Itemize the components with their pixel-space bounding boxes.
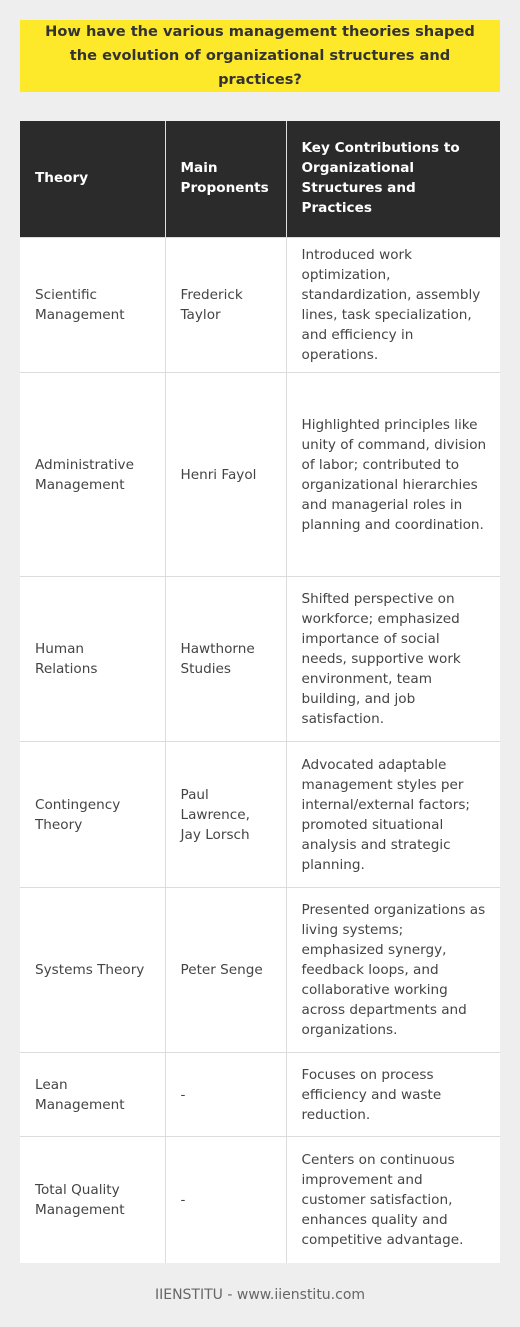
theories-table [20, 121, 500, 1263]
cell-theory: Scientific Management [20, 238, 165, 373]
cell-proponents: Paul Lawrence, Jay Lorsch [165, 742, 286, 888]
cell-contributions: Introduced work optimization, standardization, assembly lines, task specialization, and efficiency in operations. [286, 238, 500, 373]
cell-proponents: Henri Fayol [165, 373, 286, 577]
table-row [20, 742, 500, 888]
table-row [20, 888, 500, 1053]
cell-theory: Systems Theory [20, 888, 165, 1053]
cell-theory: Lean Management [20, 1053, 165, 1137]
theories-table-wrapper [20, 121, 500, 1263]
table-row [20, 577, 500, 742]
table-row [20, 1053, 500, 1137]
table-row [20, 1137, 500, 1263]
cell-proponents: Hawthorne Studies [165, 577, 286, 742]
header-theory: Theory [20, 121, 165, 238]
cell-contributions: Advocated adaptable management styles per internal/external factors; promoted situational analysis and strategic planning. [286, 742, 500, 888]
cell-theory: Total Quality Management [20, 1137, 165, 1263]
cell-proponents: - [165, 1137, 286, 1263]
cell-theory: Contingency Theory [20, 742, 165, 888]
table-row [20, 238, 500, 373]
table-body [20, 238, 500, 1263]
cell-contributions: Presented organizations as living systems; emphasized synergy, feedback loops, and collaborative working across departments and organizations. [286, 888, 500, 1053]
header-main-proponents: Main Proponents [165, 121, 286, 238]
table-row [20, 373, 500, 577]
cell-theory: Administrative Management [20, 373, 165, 577]
header-row [20, 121, 500, 238]
cell-proponents: Peter Senge [165, 888, 286, 1053]
cell-theory: Human Relations [20, 577, 165, 742]
cell-proponents: Frederick Taylor [165, 238, 286, 373]
cell-proponents: - [165, 1053, 286, 1137]
cell-contributions: Centers on continuous improvement and customer satisfaction, enhances quality and competitive advantage. [286, 1137, 500, 1263]
cell-contributions: Shifted perspective on workforce; emphasized importance of social needs, supportive work environment, team building, and job satisfaction. [286, 577, 500, 742]
cell-contributions: Highlighted principles like unity of command, division of labor; contributed to organizational hierarchies and managerial roles in planning and coordination. [286, 373, 500, 577]
title-banner [20, 20, 500, 92]
header-key-contributions: Key Contributions to Organizational Structures and Practices [286, 121, 500, 238]
table-header [20, 121, 500, 238]
page-title: How have the various management theories shaped the evolution of organizational structures and practices? [45, 23, 475, 88]
footer-credit: IIENSTITU - www.iienstitu.com [154, 1287, 366, 1303]
cell-contributions: Focuses on process efficiency and waste reduction. [286, 1053, 500, 1137]
